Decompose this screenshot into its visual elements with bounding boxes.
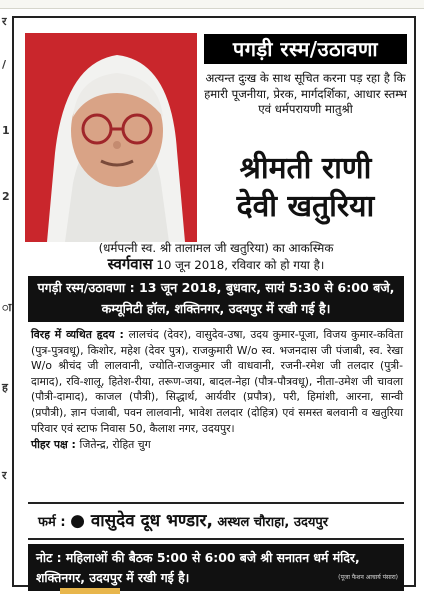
firm-address: अस्थल चौराहा, उदयपुर xyxy=(212,515,329,530)
ceremony-details-band: पगड़ी रस्म/उठावणा : 13 जून 2018, बुधवार, सायं 5:30 से 6:00 बजे, कम्यूनिटी हॉल, शक्तिनगर, उदयपुर में रखी गई है। xyxy=(28,276,404,322)
intro-text: अत्यन्त दुःख के साथ सूचित करना पड़ रहा है कि हमारी पूजनीया, प्रेरक, मार्गदर्शिका, आधार स्तम्भ एवं धर्मपरायणी मातुश्री xyxy=(204,71,407,116)
pihar-line xyxy=(31,437,403,453)
demise-text xyxy=(28,256,404,273)
margin-mark: र xyxy=(2,15,7,28)
margin-mark: / xyxy=(2,58,7,71)
firm-line xyxy=(28,506,404,536)
demise-word: स्वर्गवास xyxy=(107,255,153,273)
bottom-color-strip xyxy=(60,588,120,594)
firm-name: वासुदेव दूध भण्डार, xyxy=(84,511,213,531)
margin-mark: ा xyxy=(2,301,12,314)
divider xyxy=(28,538,404,540)
deceased-name xyxy=(204,150,407,226)
note-band xyxy=(28,544,404,591)
wife-of-text: (धर्मपत्नी स्व. श्री तालामल जी खतुरिया) का आकस्मिक xyxy=(98,241,334,255)
mourners-names: लालचंद (देवर), वासुदेव-उषा, उदय कुमार-पूजा, विजय कुमार-कविता (पुत्र-पुत्रवधू), किशोर, महेश (देवर पुत्र), राजकुमारी W/o स्व. भजनदास जी पंजाबी, स्व. रेखा W/o श्रीचंद जी लालवानी, ज्योति-राजकुमार जी वाधवानी, रजनी-रमेश जी तलदार (पुत्री-दामाद), रवि-शालू, हितेश-रीया, तरूण-जया, बादल-नेहा (पौत्र-पौत्रवधू), नीता-उमेश जी चावला (पौत्री-दामाद), काजल (पौत्री), सिद्धार्थ, आर्यवीर (प्रपौत्र), परी, हिमांशी, आरना, सान्वी (प्रपौत्री), ज्ञान पंजाबी, पवन लालवानी, भावेश तलदार (दोहित्र) एवं समस्त बलवानी व खतुरिया परिवार एवं स्टाफ निवास 50, कैलाश नगर, उदयपुर। xyxy=(31,328,403,435)
scan-edge xyxy=(0,0,424,9)
designer-credit: (पूजा फैशन आचार्य पंसारा) xyxy=(338,574,398,581)
deceased-name-line1: श्रीमती राणी xyxy=(239,151,372,186)
margin-mark: 2 xyxy=(2,190,10,203)
margin-mark: 1 xyxy=(2,124,10,137)
obituary-notice xyxy=(12,16,416,587)
portrait-photo xyxy=(25,33,197,242)
firm-lead: फर्म : xyxy=(38,515,71,530)
margin-mark: र xyxy=(2,469,7,482)
bullet-icon: ● xyxy=(70,511,85,531)
margin-mark: ह xyxy=(2,381,8,394)
portrait-illustration xyxy=(25,33,197,242)
mourners-text xyxy=(31,327,403,453)
demise-date: 10 जून 2018, रविवार को हो गया है। xyxy=(152,258,325,272)
pihar-lead: पीहर पक्ष : xyxy=(31,438,80,452)
note-text: नोट : महिलाओं की बैठक 5:00 से 6:00 बजे श्री सनातन धर्म मंदिर, शक्तिनगर, उदयपुर में रखी गई है। xyxy=(36,550,360,585)
mourners-lead: विरह में व्यथित हृदय : xyxy=(31,328,129,341)
ceremony-header: पगड़ी रस्म/उठावणा xyxy=(204,34,407,64)
divider xyxy=(28,502,404,504)
deceased-name-line2: देवी खतुरिया xyxy=(236,189,375,224)
pihar-names: जितेन्द्र, रोहित चुग xyxy=(79,438,151,452)
